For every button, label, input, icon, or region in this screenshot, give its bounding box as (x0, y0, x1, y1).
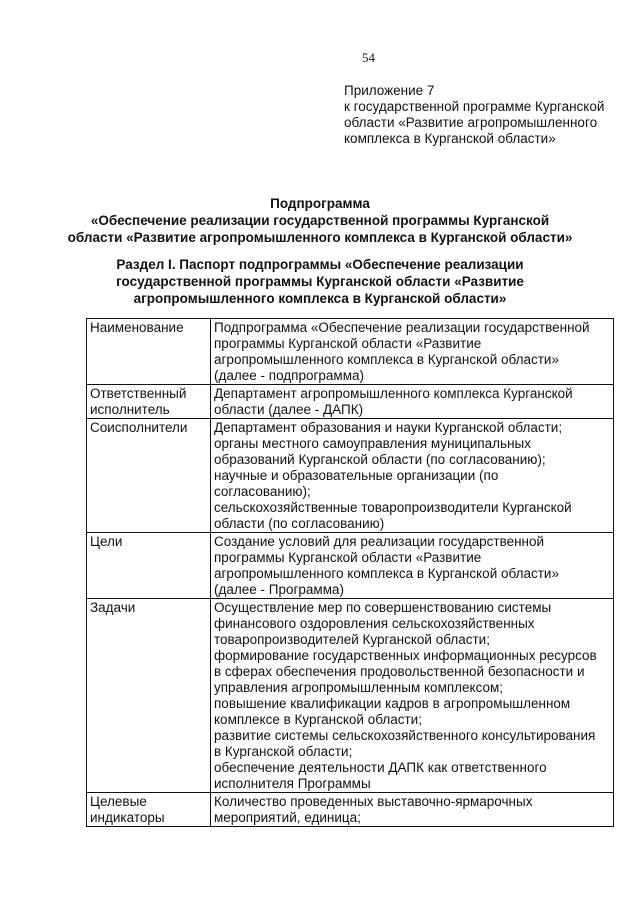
row-content-line: в сферах обеспечения продовольственной безопасности и (214, 664, 585, 679)
row-content-line: (далее - подпрограмма) (214, 368, 365, 383)
row-content-line: области (далее - ДАПК) (214, 402, 364, 417)
row-content-cell (211, 419, 614, 533)
appendix-note (344, 83, 624, 147)
row-label-cell (87, 533, 211, 599)
section-title-line: агропромышленного комплекса в Курганской области» (133, 291, 507, 306)
row-content-line: научные и образовательные организации (по (214, 468, 499, 483)
row-label-line: Ответственный (90, 386, 187, 401)
row-content-line: управления агропромышленным комплексом; (214, 680, 504, 695)
table-row (87, 793, 614, 827)
row-content-line: в Курганской области; (214, 744, 353, 759)
row-content-line: органы местного самоуправления муниципальных (214, 436, 531, 451)
row-content-line: товаропроизводителей Курганской области; (214, 632, 490, 647)
row-label-cell (87, 599, 211, 793)
row-content-line: Подпрограмма «Обеспечение реализации государственной (214, 320, 590, 335)
row-content-line: обеспечение деятельности ДАПК как ответственного (214, 760, 547, 775)
row-content-line: агропромышленного комплекса в Курганской области» (214, 566, 559, 581)
row-label-line: индикаторы (90, 810, 165, 825)
subprogram-title-line: «Обеспечение реализации государственной программы Курганской (90, 213, 550, 228)
row-content-line: области (по согласованию) (214, 516, 385, 531)
row-label-line: Целевые (90, 794, 147, 809)
row-content-cell (211, 319, 614, 385)
section-title (40, 256, 600, 307)
row-content-line: финансового оздоровления сельскохозяйственных (214, 616, 535, 631)
row-label-line: исполнитель (90, 402, 170, 417)
row-content-line: Количество проведенных выставочно-ярмарочных (214, 794, 533, 809)
row-content-line: Департамент образования и науки Курганской области; (214, 420, 563, 435)
row-content-line: программы Курганской области «Развитие (214, 336, 482, 351)
appendix-line: Приложение 7 (344, 83, 435, 98)
row-content-line: формирование государственных информационных ресурсов (214, 648, 597, 663)
appendix-line: области «Развитие агропромышленного (344, 115, 598, 130)
row-content-cell (211, 385, 614, 419)
row-label-cell (87, 419, 211, 533)
row-content-line: программы Курганской области «Развитие (214, 550, 482, 565)
subprogram-title-line: области «Развитие агропромышленного комплекса в Курганской области» (67, 230, 573, 245)
section-title-line: государственной программы Курганской области «Развитие (116, 274, 524, 289)
row-content-line: образований Курганской области (по согласованию); (214, 452, 546, 467)
passport-table (86, 318, 614, 827)
row-content-line: Департамент агропромышленного комплекса Курганской (214, 386, 573, 401)
appendix-line: к государственной программе Курганской (344, 99, 605, 114)
row-label-cell (87, 319, 211, 385)
row-content-line: развитие системы сельскохозяйственного консультирования (214, 728, 596, 743)
section-title-line: Раздел I. Паспорт подпрограммы «Обеспечение реализации (116, 257, 524, 272)
row-content-line: Осуществление мер по совершенствованию системы (214, 600, 552, 615)
row-content-line: исполнителя Программы (214, 776, 371, 791)
row-content-cell (211, 599, 614, 793)
row-content-line: сельскохозяйственные товаропроизводители Курганской (214, 500, 572, 515)
row-content-line: (далее - Программа) (214, 582, 344, 597)
page-number: 54 (362, 50, 375, 65)
row-label-line: Соисполнители (90, 420, 188, 435)
table-row (87, 419, 614, 533)
row-label-line: Наименование (90, 320, 184, 335)
table-row (87, 533, 614, 599)
table-row (87, 319, 614, 385)
row-content-line: мероприятий, единица; (214, 810, 361, 825)
appendix-line: комплекса в Курганской области» (344, 131, 556, 146)
row-content-line: согласованию); (214, 484, 311, 499)
row-content-cell (211, 533, 614, 599)
subprogram-title-line: Подпрограмма (270, 196, 370, 211)
table-row (87, 385, 614, 419)
row-label-line: Задачи (90, 600, 136, 615)
row-content-line: агропромышленного комплекса в Курганской области» (214, 352, 559, 367)
row-label-cell (87, 793, 211, 827)
row-label-line: Цели (90, 534, 123, 549)
row-label-cell (87, 385, 211, 419)
subprogram-title (40, 195, 600, 246)
row-content-line: комплексе в Курганской области; (214, 712, 422, 727)
row-content-line: повышение квалификации кадров в агропромышленном (214, 696, 571, 711)
row-content-cell (211, 793, 614, 827)
table-row (87, 599, 614, 793)
row-content-line: Создание условий для реализации государственной (214, 534, 545, 549)
